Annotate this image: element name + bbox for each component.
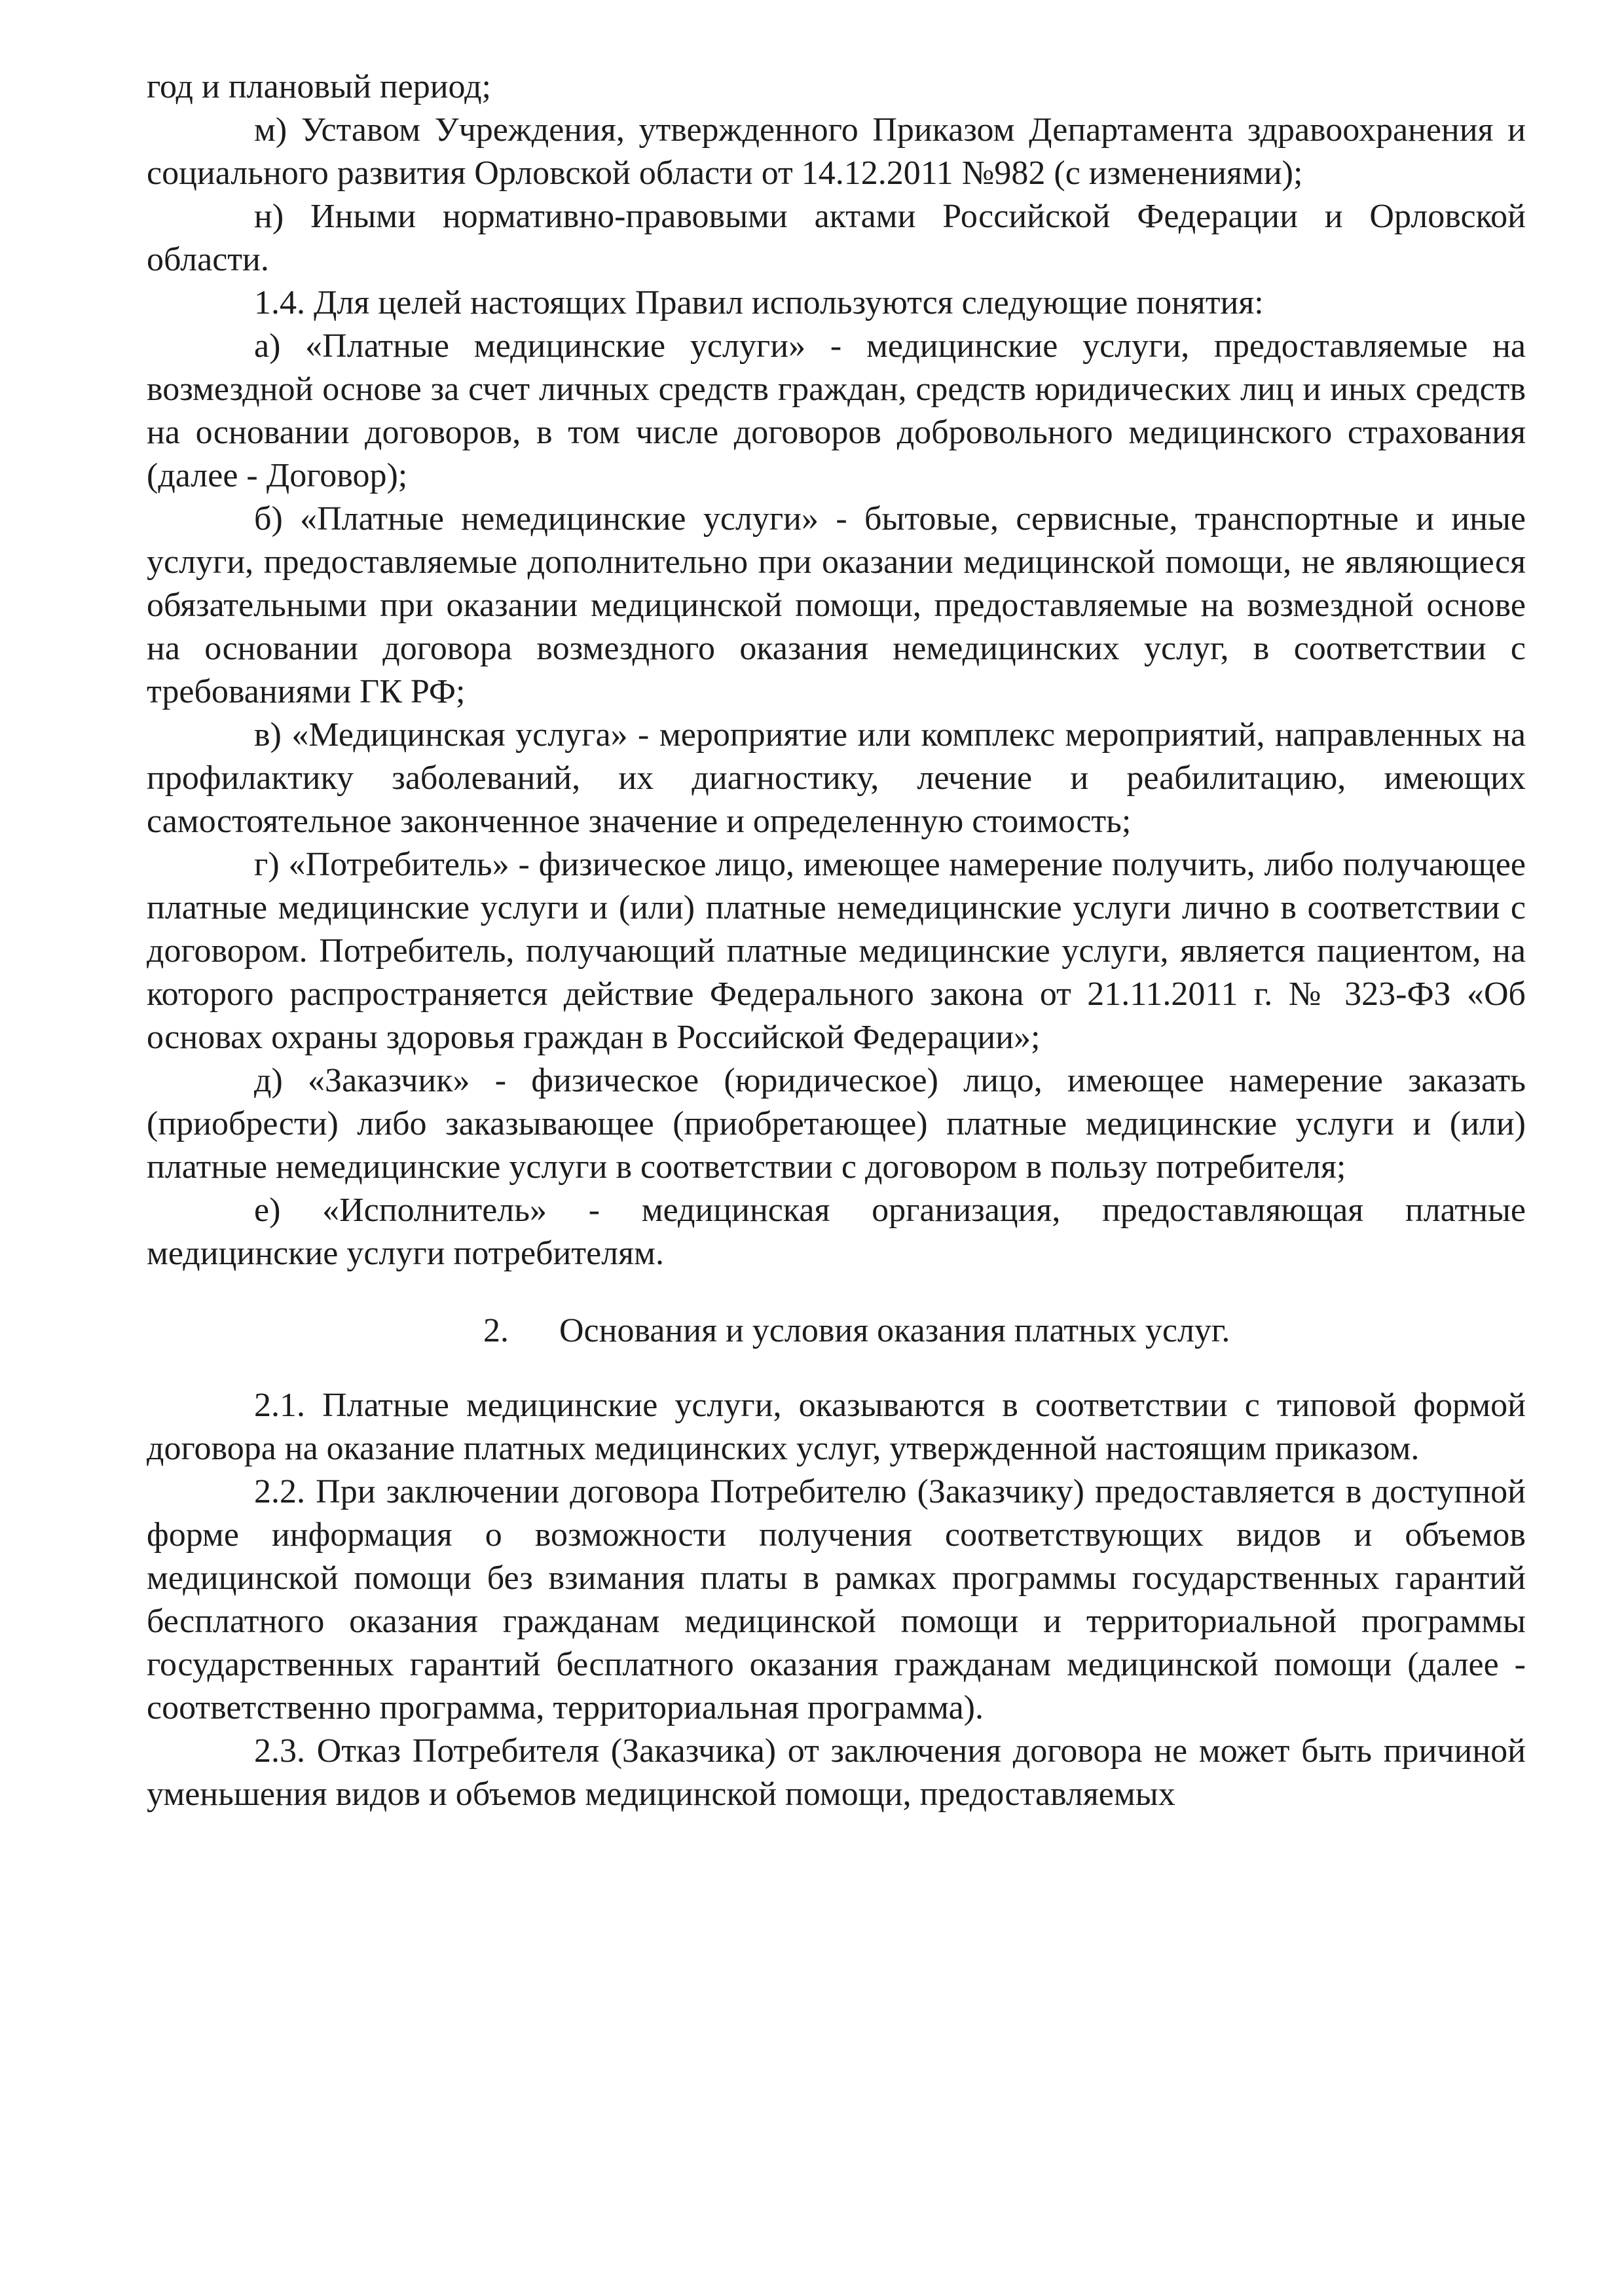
definition-a: а) «Платные медицинские услуги» - медицинские услуги, предоставляемые на возмездной основе за счет личных средств граждан, средств юридических лиц и иных средств на основании договоров, в том числе договоров добровольного медицинского страхования (далее - Договор);	[147, 327, 1526, 494]
definition-d: д) «Заказчик» - физическое (юридическое) лицо, имеющее намерение заказать (приобрести) либо заказывающее (приобретающее) платные медицинские услуги и (или) платные немедицинские услуги в соответствии с договором в пользу потребителя;	[147, 1062, 1526, 1186]
document-page	[147, 65, 1526, 1816]
section-title: Основания и условия оказания платных услуг.	[559, 1312, 1230, 1349]
definition-e: е) «Исполнитель» - медицинская организация, предоставляющая платные медицинские услуги потребителям.	[147, 1192, 1526, 1272]
section-heading	[147, 1309, 1526, 1353]
definition-g: г) «Потребитель» - физическое лицо, имеющее намерение получить, либо получающее платные медицинские услуги и (или) платные немедицинские услуги лично в соответствии с договором. Потребитель, получающий платные медицинские услуги, является пациентом, на которого распространяется действие Федерального закона от 21.11.2011 г. № 323-ФЗ «Об основах охраны здоровья граждан в Российской Федерации»;	[147, 846, 1526, 1056]
definition-v: в) «Медицинская услуга» - мероприятие или комплекс мероприятий, направленных на профилактику заболеваний, их диагностику, лечение и реабилитацию, имеющих самостоятельное законченное значение и определенную стоимость;	[147, 716, 1526, 840]
section-number: 2.	[483, 1312, 509, 1349]
paragraph-continuation: год и плановый период;	[147, 68, 491, 105]
paragraph-item-n: н) Иными нормативно-правовыми актами Российской Федерации и Орловской области.	[147, 198, 1526, 278]
definition-b: б) «Платные немедицинские услуги» - бытовые, сервисные, транспортные и иные услуги, предоставляемые дополнительно при оказании медицинской помощи, не являющиеся обязательными при оказании медицинской помощи, предоставляемые на возмездной основе на основании договора возмездного оказания немедицинских услуг, в соответствии с требованиями ГК РФ;	[147, 500, 1526, 710]
paragraph-2-3: 2.3. Отказ Потребителя (Заказчика) от заключения договора не может быть причиной уменьшения видов и объемов медицинской помощи, предоставляемых	[147, 1732, 1526, 1813]
paragraph-1-4: 1.4. Для целей настоящих Правил используются следующие понятия:	[254, 284, 1264, 321]
paragraph-2-1: 2.1. Платные медицинские услуги, оказываются в соответствии с типовой формой договора на оказание платных медицинских услуг, утвержденной настоящим приказом.	[147, 1387, 1526, 1467]
paragraph-2-2: 2.2. При заключении договора Потребителю (Заказчику) предоставляется в доступной форме информация о возможности получения соответствующих видов и объемов медицинской помощи без взимания платы в рамках программы государственных гарантий бесплатного оказания гражданам медицинской помощи и территориальной программы государственных гарантий бесплатного оказания гражданам медицинской помощи (далее - соответственно программа, территориальная программа).	[147, 1473, 1526, 1726]
paragraph-item-m: м) Уставом Учреждения, утвержденного Приказом Департамента здравоохранения и социального развития Орловской области от 14.12.2011 №982 (с изменениями);	[147, 111, 1526, 192]
